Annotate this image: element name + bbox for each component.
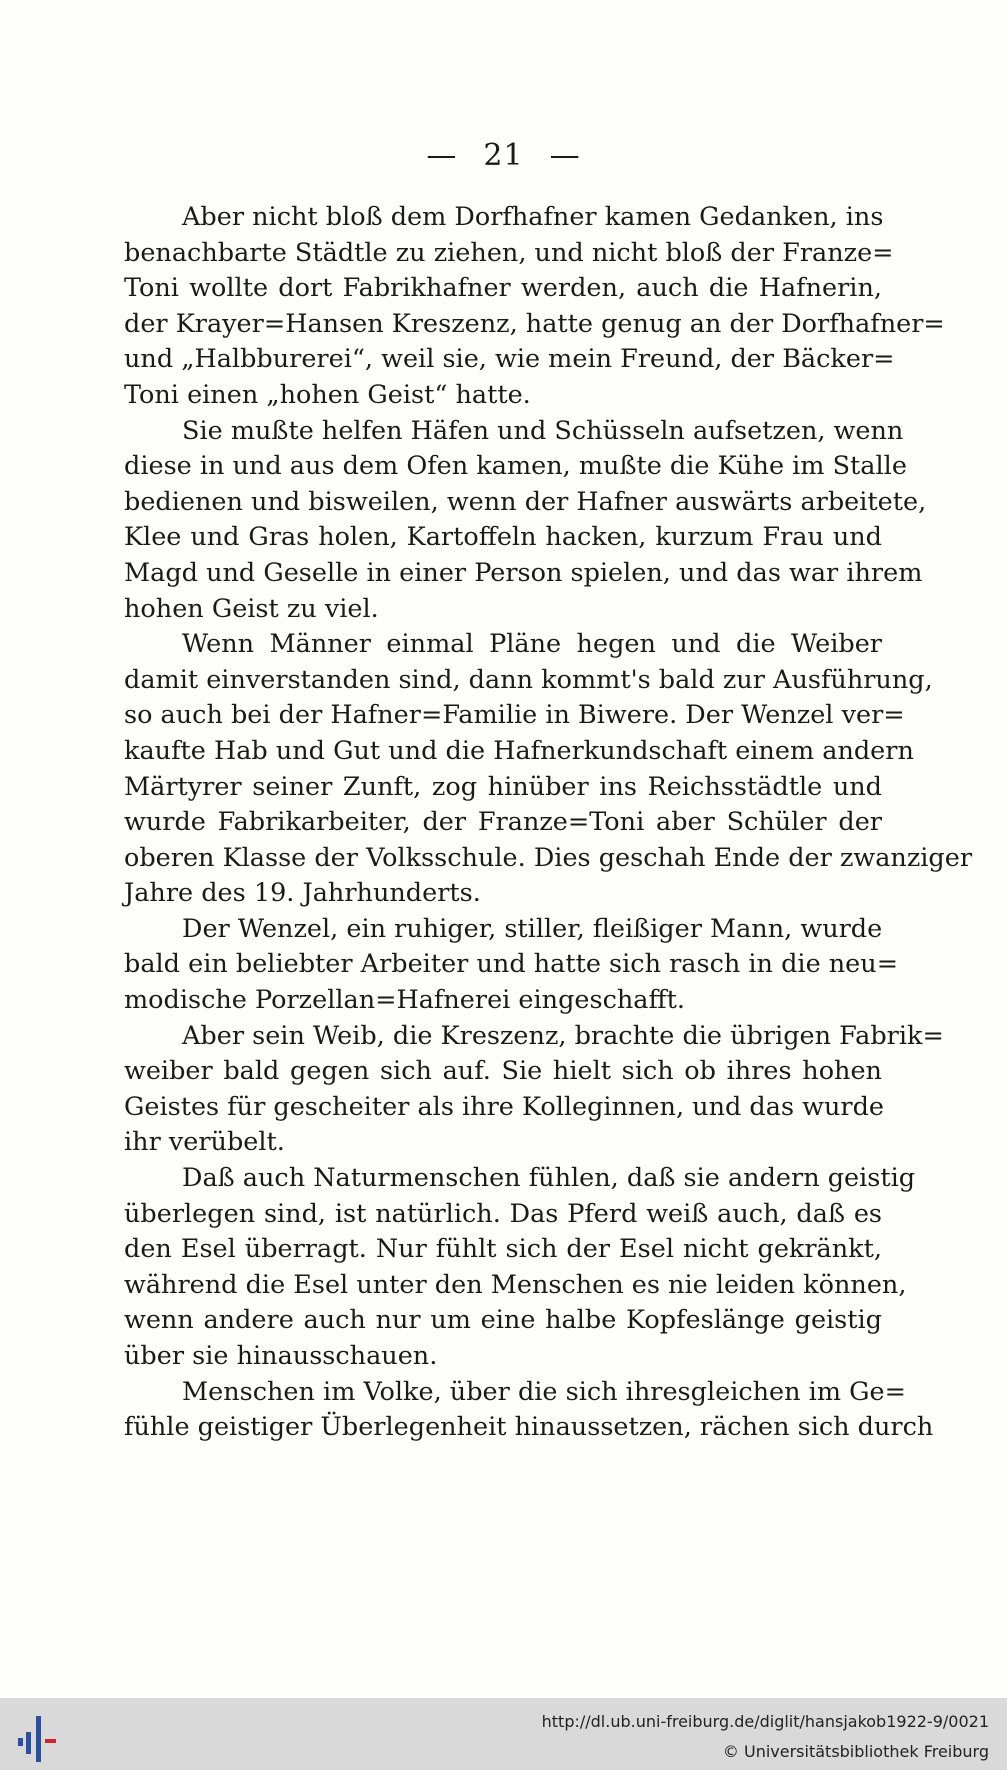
text-line: benachbarte Städtle zu ziehen, und nicht bloß der Franze= bbox=[124, 237, 894, 268]
text-line: hohen Geist zu viel. bbox=[124, 593, 379, 624]
page-number-header bbox=[0, 138, 1007, 173]
text-line: überlegen sind, ist natürlich. Das Pferd weiß auch, daß es bbox=[124, 1198, 882, 1229]
text-line: diese in und aus dem Ofen kamen, mußte die Kühe im Stalle bbox=[124, 451, 907, 482]
text-line: Magd und Geselle in einer Person spielen, und das war ihrem bbox=[124, 557, 923, 588]
paragraph bbox=[124, 1375, 934, 1446]
copyright-notice: © Universitätsbibliothek Freiburg bbox=[722, 1742, 989, 1761]
text-line: und „Halbburerei“, weil sie, wie mein Freund, der Bäcker= bbox=[124, 344, 895, 375]
page-number-dash-left: — bbox=[426, 138, 458, 173]
text-line: Sie mußte helfen Häfen und Schüsseln aufsetzen, wenn bbox=[182, 415, 904, 446]
text-line: Aber nicht bloß dem Dorfhafner kamen Gedanken, ins bbox=[182, 202, 884, 232]
text-line: fühle geistiger Überlegenheit hinaussetzen, rächen sich durch bbox=[124, 1412, 934, 1443]
text-line: Menschen im Volke, über die sich ihresgleichen im Ge= bbox=[182, 1376, 906, 1407]
text-line: ihr verübelt. bbox=[124, 1127, 285, 1158]
paragraph bbox=[124, 200, 945, 414]
text-line: den Esel überragt. Nur fühlt sich der Esel nicht gekränkt, bbox=[124, 1234, 882, 1265]
paragraph bbox=[124, 1161, 916, 1375]
paragraph bbox=[124, 414, 927, 628]
text-line: Klee und Gras holen, Kartoffeln hacken, kurzum Frau und bbox=[124, 522, 882, 553]
document-url-link[interactable]: http://dl.ub.uni-freiburg.de/diglit/hansjakob1922-9/0021 bbox=[541, 1712, 989, 1731]
paragraph bbox=[124, 912, 899, 1019]
text-line: kaufte Hab und Gut und die Hafnerkundschaft einem andern bbox=[124, 735, 914, 766]
page-number: 21 bbox=[483, 138, 524, 173]
text-line: Daß auch Naturmenschen fühlen, daß sie andern geistig bbox=[182, 1163, 916, 1194]
text-line: der Krayer=Hansen Kreszenz, hatte genug an der Dorfhafner= bbox=[124, 308, 945, 339]
text-line: Toni einen „hohen Geist“ hatte. bbox=[124, 379, 531, 410]
text-line: Toni wollte dort Fabrikhafner werden, auch die Hafnerin, bbox=[124, 273, 882, 304]
text-line: Geistes für gescheiter als ihre Kolleginnen, und das wurde bbox=[124, 1091, 885, 1122]
paragraph bbox=[124, 1019, 944, 1161]
text-line: bedienen und bisweilen, wenn der Hafner auswärts arbeitete, bbox=[124, 486, 927, 517]
text-line: wurde Fabrikarbeiter, der Franze=Toni aber Schüler der bbox=[124, 807, 882, 838]
paragraph bbox=[124, 627, 973, 912]
text-line: so auch bei der Hafner=Familie in Biwere. Der Wenzel ver= bbox=[124, 700, 905, 731]
text-line: Jahre des 19. Jahrhunderts. bbox=[124, 878, 481, 909]
viewer-footer-bar bbox=[0, 1698, 1007, 1770]
text-line: Der Wenzel, ein ruhiger, stiller, fleißiger Mann, wurde bbox=[182, 913, 883, 944]
body-text bbox=[124, 200, 973, 1446]
text-line: während die Esel unter den Menschen es nie leiden können, bbox=[124, 1269, 907, 1300]
text-line: damit einverstanden sind, dann kommt's bald zur Ausführung, bbox=[124, 664, 933, 695]
text-line: Aber sein Weib, die Kreszenz, brachte die übrigen Fabrik= bbox=[182, 1020, 944, 1051]
page-number-dash-right: — bbox=[549, 138, 581, 173]
ub-freiburg-logo-icon[interactable] bbox=[12, 1712, 64, 1764]
text-line: oberen Klasse der Volksschule. Dies geschah Ende der zwanziger bbox=[124, 842, 973, 873]
text-line: modische Porzellan=Hafnerei eingeschafft. bbox=[124, 985, 685, 1016]
text-line: Märtyrer seiner Zunft, zog hinüber ins Reichsstädtle und bbox=[124, 771, 882, 802]
text-line: weiber bald gegen sich auf. Sie hielt sich ob ihres hohen bbox=[124, 1056, 882, 1087]
text-line: wenn andere auch nur um eine halbe Kopfeslänge geistig bbox=[124, 1305, 882, 1336]
text-line: über sie hinausschauen. bbox=[124, 1341, 438, 1371]
text-line: bald ein beliebter Arbeiter und hatte sich rasch in die neu= bbox=[124, 949, 899, 980]
text-line: Wenn Männer einmal Pläne hegen und die Weiber bbox=[182, 629, 882, 660]
